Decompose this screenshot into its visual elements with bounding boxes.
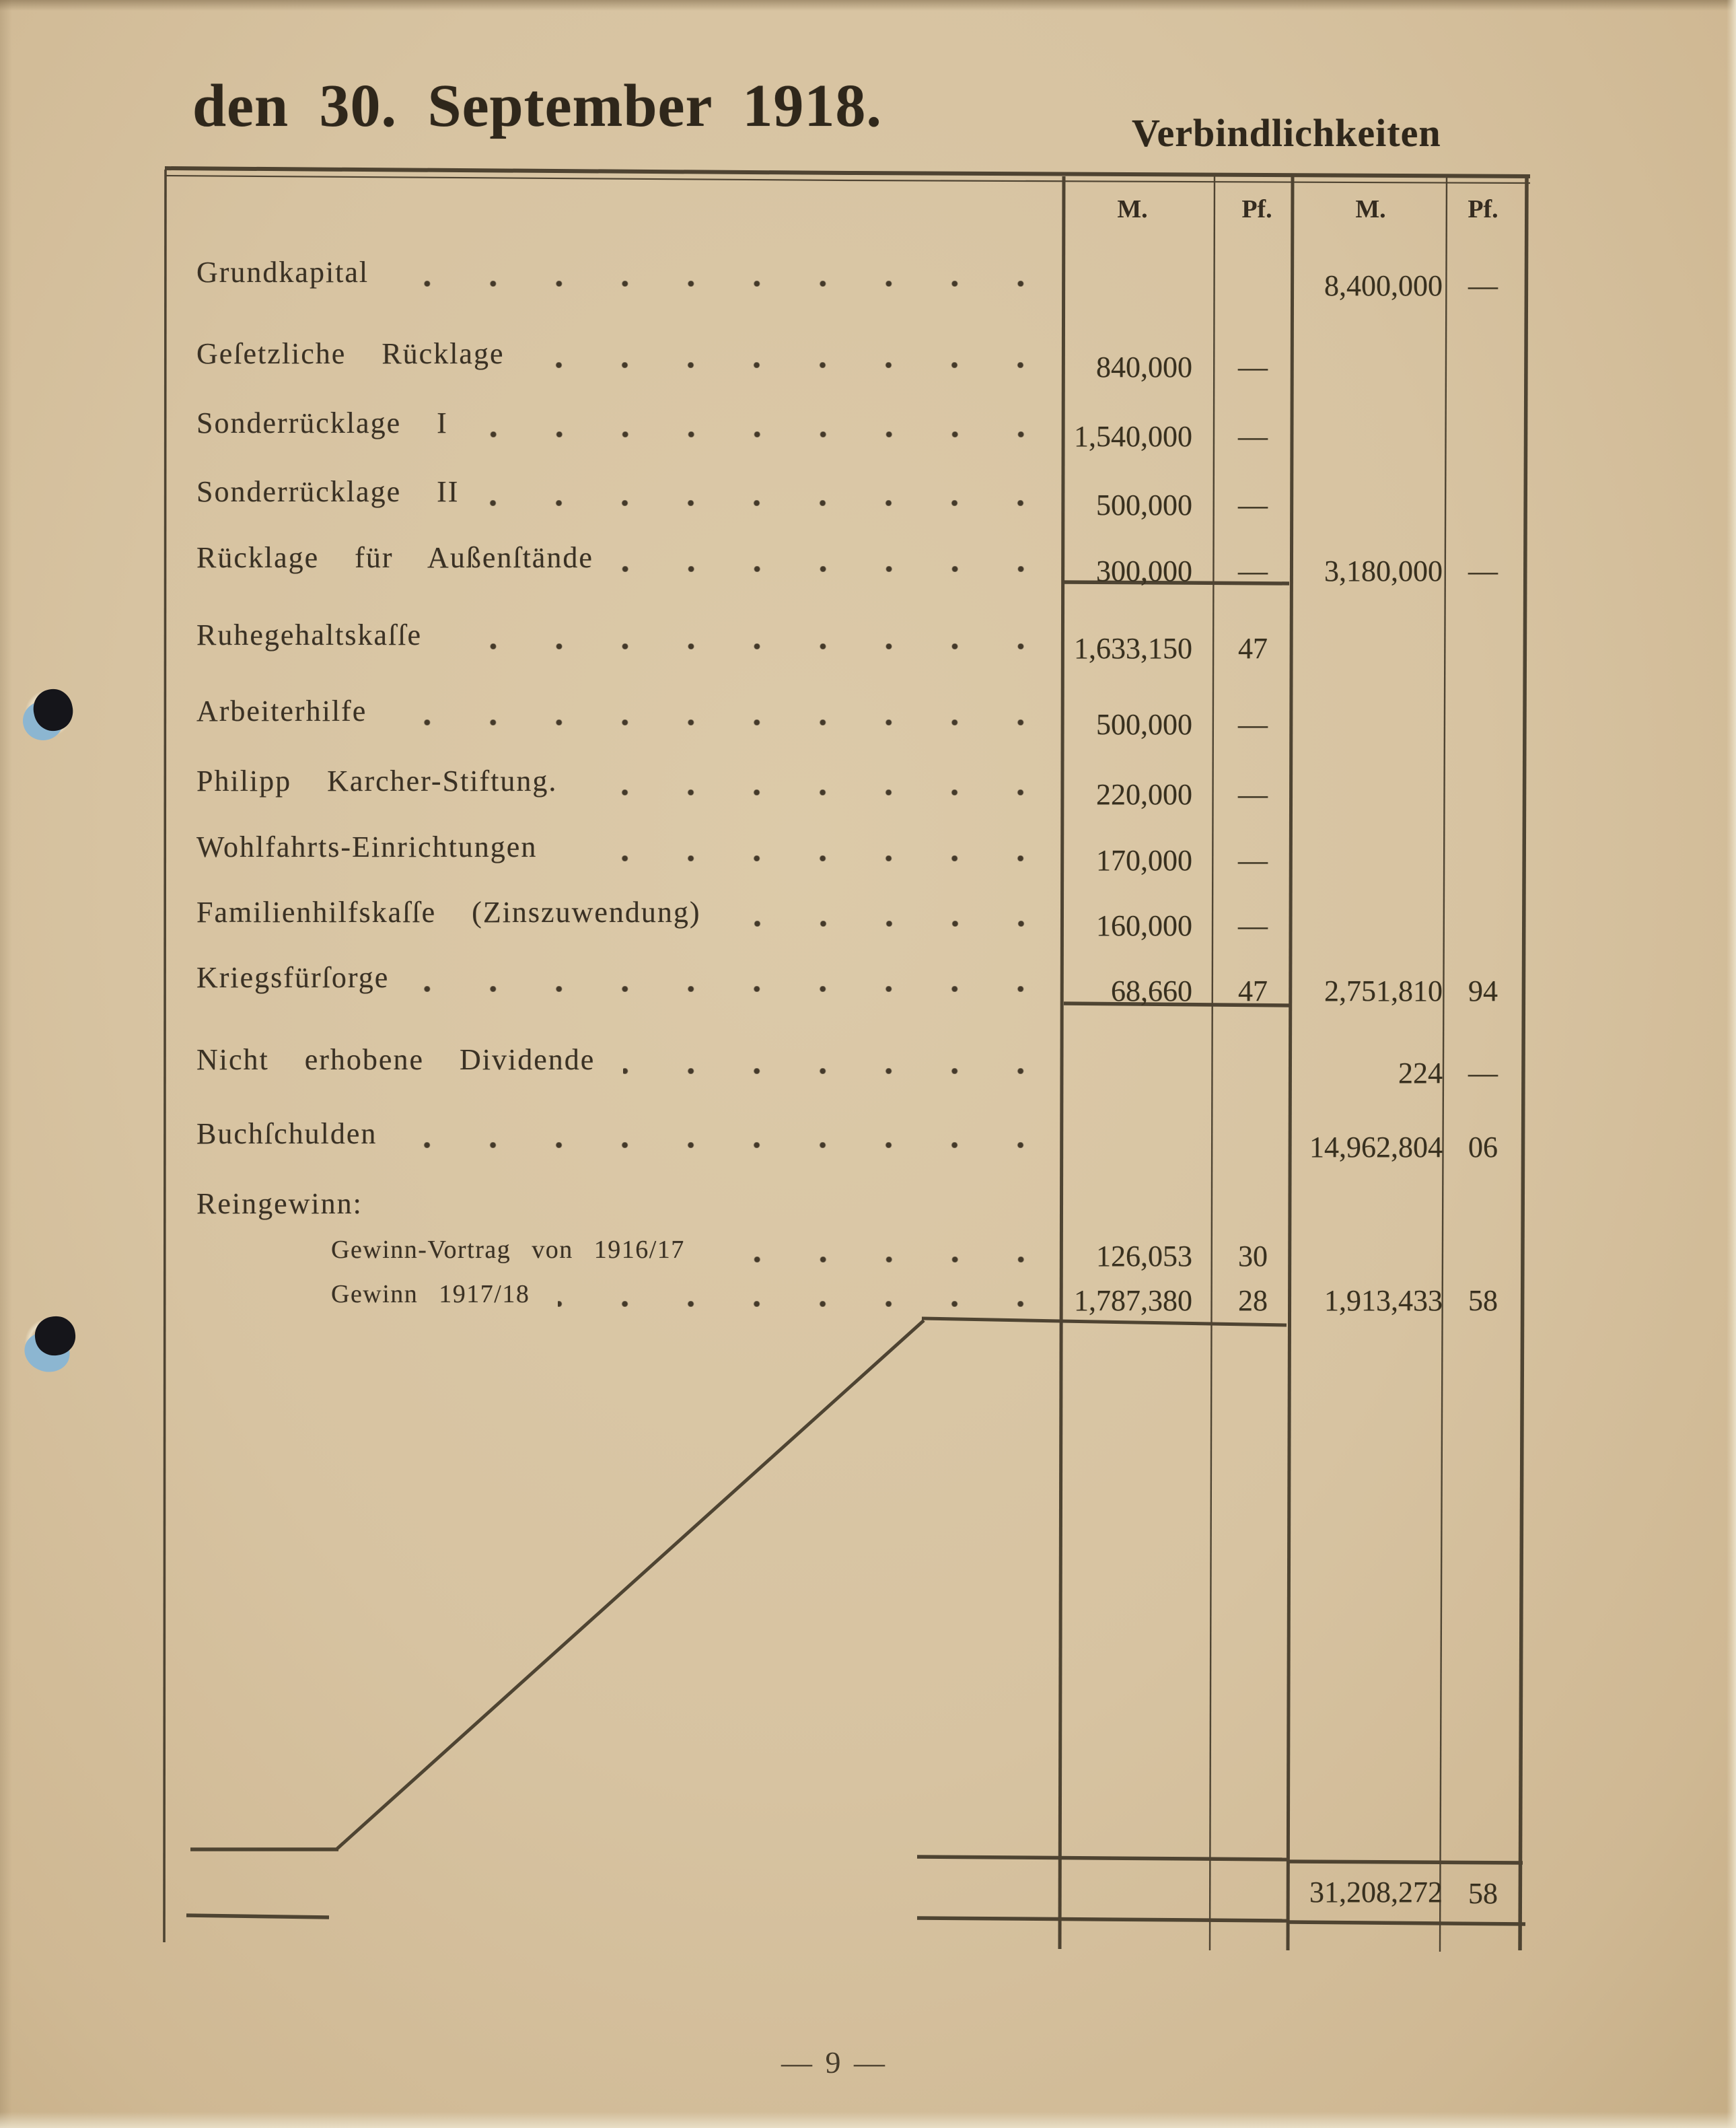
dot-leader bbox=[558, 1301, 1025, 1307]
value-pf1: — bbox=[1238, 778, 1268, 811]
value-m1: 300,000 bbox=[1096, 555, 1192, 588]
value-pf1: 47 bbox=[1238, 632, 1268, 665]
value-m1: 1,540,000 bbox=[1074, 420, 1192, 453]
row-label: Grundkapital bbox=[196, 256, 369, 289]
value-m1: 68,660 bbox=[1111, 974, 1192, 1007]
dot-leader bbox=[532, 362, 1025, 368]
value-pf1: 30 bbox=[1238, 1240, 1268, 1273]
dot-leader bbox=[417, 986, 1025, 992]
value-pf2: 94 bbox=[1468, 974, 1498, 1007]
value-m1: 220,000 bbox=[1096, 778, 1192, 811]
dot-leader bbox=[585, 789, 1025, 795]
table-row bbox=[0, 692, 1736, 754]
punch-hole-top bbox=[19, 684, 78, 743]
column-header-pfennig-2: Pf. bbox=[1468, 195, 1498, 223]
table-row bbox=[0, 404, 1736, 466]
column-header-mark-1: M. bbox=[1117, 195, 1148, 223]
table-row bbox=[0, 253, 1736, 315]
value-pf2: — bbox=[1468, 1057, 1498, 1090]
value-m2: 8,400,000 bbox=[1324, 269, 1443, 302]
value-pf1: — bbox=[1238, 420, 1268, 453]
dot-leader bbox=[476, 431, 1025, 437]
value-m1: 840,000 bbox=[1096, 351, 1192, 384]
table-row bbox=[0, 1040, 1736, 1102]
table-row bbox=[0, 472, 1736, 534]
row-label: Gewinn-Vortrag von 1916/17 bbox=[331, 1236, 685, 1264]
table-row bbox=[0, 893, 1736, 955]
value-pf2: — bbox=[1468, 555, 1498, 588]
table-row bbox=[0, 1114, 1736, 1176]
table-row bbox=[0, 958, 1736, 1020]
value-m2: 2,751,810 bbox=[1324, 974, 1443, 1007]
total-amount: 31,208,272 bbox=[1309, 1876, 1443, 1909]
dot-leader bbox=[395, 719, 1025, 725]
table-row bbox=[0, 334, 1736, 396]
row-label: Arbeiterhilfe bbox=[196, 695, 367, 728]
row-label: Buchſchulden bbox=[196, 1117, 377, 1150]
table-row bbox=[0, 538, 1736, 600]
punch-hole-bottom bbox=[19, 1312, 78, 1372]
value-pf1: — bbox=[1238, 489, 1268, 522]
dot-leader bbox=[405, 1142, 1025, 1148]
value-pf1: — bbox=[1238, 351, 1268, 384]
value-m1: 1,787,380 bbox=[1074, 1284, 1192, 1317]
table-row bbox=[0, 762, 1736, 824]
value-pf1: — bbox=[1238, 844, 1268, 877]
value-pf2: 06 bbox=[1468, 1131, 1498, 1164]
value-m1: 500,000 bbox=[1096, 489, 1192, 522]
row-label: Reingewinn: bbox=[196, 1187, 363, 1220]
value-m1: 170,000 bbox=[1096, 844, 1192, 877]
value-m2: 224 bbox=[1398, 1057, 1443, 1090]
row-label: Gewinn 1917/18 bbox=[331, 1280, 530, 1308]
page-number: — 9 — bbox=[781, 2045, 888, 2080]
dot-leader bbox=[487, 500, 1025, 506]
column-header-pfennig-1: Pf. bbox=[1241, 195, 1272, 223]
value-pf1: — bbox=[1238, 909, 1268, 942]
value-m1: 500,000 bbox=[1096, 708, 1192, 741]
dot-leader bbox=[397, 281, 1025, 287]
dot-leader bbox=[622, 566, 1025, 572]
row-label: Ruhegehaltskaſſe bbox=[196, 618, 423, 651]
row-label: Geſetzliche Rücklage bbox=[196, 337, 505, 370]
row-label: Sonderrücklage I bbox=[196, 406, 448, 439]
column-header-mark-2: M. bbox=[1355, 195, 1386, 223]
table-row bbox=[0, 1277, 1736, 1339]
value-pf1: 47 bbox=[1238, 974, 1268, 1007]
table-row bbox=[0, 828, 1736, 890]
dot-leader bbox=[450, 643, 1025, 649]
row-label: Wohlfahrts-Einrichtungen bbox=[196, 830, 538, 863]
row-label: Kriegsfürſorge bbox=[196, 961, 390, 994]
value-m1: 126,053 bbox=[1096, 1240, 1192, 1273]
row-label: Familienhilfskaſſe (Zinszuwendung) bbox=[196, 896, 701, 929]
row-label: Philipp Karcher-Stiftung. bbox=[196, 765, 558, 797]
value-m1: 160,000 bbox=[1096, 909, 1192, 942]
total-amount-pfennig: 58 bbox=[1468, 1877, 1498, 1910]
value-pf2: — bbox=[1468, 269, 1498, 302]
value-m1: 1,633,150 bbox=[1074, 632, 1192, 665]
value-pf2: 58 bbox=[1468, 1284, 1498, 1317]
value-m2: 1,913,433 bbox=[1324, 1284, 1443, 1317]
row-label: Nicht erhobene Dividende bbox=[196, 1043, 595, 1076]
row-label: Sonderrücklage II bbox=[196, 475, 460, 508]
dot-leader bbox=[729, 921, 1025, 927]
value-pf1: — bbox=[1238, 708, 1268, 741]
value-m2: 3,180,000 bbox=[1324, 555, 1443, 588]
dot-leader bbox=[565, 855, 1025, 861]
row-label: Rücklage für Außenſtände bbox=[196, 541, 593, 574]
dot-leader bbox=[623, 1068, 1025, 1074]
table-row bbox=[0, 616, 1736, 678]
section-heading: Verbindlichkeiten bbox=[1132, 111, 1441, 155]
page-title: den 30. September 1918. bbox=[192, 73, 882, 139]
value-pf1: — bbox=[1238, 555, 1268, 588]
value-m2: 14,962,804 bbox=[1309, 1131, 1443, 1164]
value-pf1: 28 bbox=[1238, 1284, 1268, 1317]
dot-leader bbox=[713, 1256, 1025, 1263]
